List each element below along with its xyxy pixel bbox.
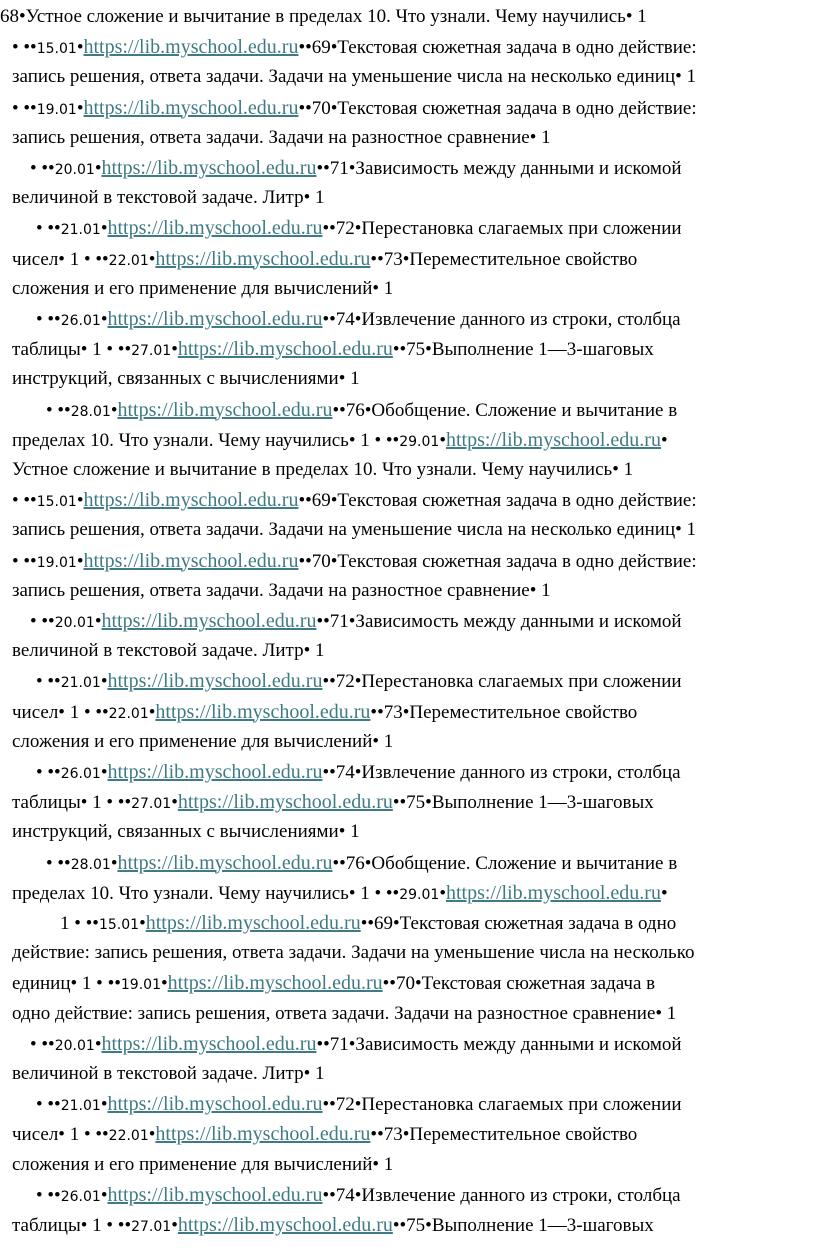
line-text: • xyxy=(171,1215,178,1236)
line-text: • xyxy=(76,97,84,119)
line-text: величиной в текстовой задаче. Литр• 1 xyxy=(12,640,325,662)
line-text: 1 • •• xyxy=(60,913,99,934)
text-line xyxy=(0,727,816,757)
line-text: ••72•Перестановка слагаемых при сложении xyxy=(322,1094,682,1116)
text-line xyxy=(0,576,816,606)
text-line xyxy=(0,636,816,666)
line-text: таблицы• 1 • •• xyxy=(12,1215,132,1236)
lesson-date: 15.01 xyxy=(98,917,140,933)
lesson-date: 26.01 xyxy=(60,1188,101,1205)
text-line xyxy=(0,1059,816,1089)
line-text: чисел• 1 • •• xyxy=(12,701,109,723)
text-line xyxy=(0,546,816,576)
lesson-date: 22.01 xyxy=(108,252,149,269)
text-line xyxy=(0,697,816,727)
line-text: • xyxy=(110,852,118,874)
text-line xyxy=(0,878,816,908)
lesson-date: 19.01 xyxy=(36,101,77,118)
line-text: • xyxy=(100,1094,108,1116)
lesson-date: 29.01 xyxy=(399,433,440,450)
line-text: • xyxy=(100,309,108,330)
text-line xyxy=(0,244,816,274)
lesson-date: 21.01 xyxy=(60,1098,101,1115)
line-text: • xyxy=(100,218,108,240)
line-text: • xyxy=(148,248,156,270)
lesson-date: 28.01 xyxy=(70,403,111,420)
line-text: пределах 10. Что узнали. Чему научились• 1 • •• xyxy=(12,429,400,451)
line-text: • •• xyxy=(36,671,61,693)
line-text: сложения и его применение для вычислений• 1 xyxy=(12,277,394,299)
text-line xyxy=(0,606,816,636)
line-text: ••71•Зависимость между данными и искомой xyxy=(316,158,682,179)
line-text: • xyxy=(94,158,102,179)
line-text: инструкций, связанных с вычислениями• 1 xyxy=(12,368,360,390)
line-text: ••75•Выполнение 1—3-шаговых xyxy=(392,1215,654,1236)
line-text: таблицы• 1 • •• xyxy=(12,339,132,361)
resource-link[interactable]: https://lib.myschool.edu.ru xyxy=(177,791,393,814)
line-text: • •• xyxy=(12,550,37,572)
line-text: ••75•Выполнение 1—3-шаговых xyxy=(392,792,654,814)
resource-link[interactable]: https://lib.myschool.edu.ru xyxy=(107,1093,323,1116)
line-text: ••74•Извлечение данного из строки, столбца xyxy=(322,762,681,783)
resource-link[interactable]: https://lib.myschool.edu.ru xyxy=(155,247,371,270)
line-text: ••70•Текстовая сюжетная задача в xyxy=(382,973,656,995)
text-line xyxy=(0,395,816,425)
lesson-date: 20.01 xyxy=(54,162,95,178)
text-line xyxy=(0,32,816,62)
resource-link[interactable]: https://lib.myschool.edu.ru xyxy=(83,549,299,572)
line-text: чисел• 1 • •• xyxy=(12,1124,109,1146)
lesson-date: 29.01 xyxy=(399,886,440,903)
resource-link[interactable]: https://lib.myschool.edu.ru xyxy=(107,761,323,783)
resource-link[interactable]: https://lib.myschool.edu.ru xyxy=(107,670,323,693)
line-text: • •• xyxy=(46,399,71,421)
line-text: ••69•Текстовая сюжетная задача в одно действие: xyxy=(298,490,697,512)
line-text: • •• xyxy=(30,611,55,632)
text-line xyxy=(0,757,816,787)
line-text: величиной в текстовой задаче. Литр• 1 xyxy=(12,187,325,209)
line-text: • xyxy=(100,1184,108,1206)
line-text: • xyxy=(148,701,156,723)
line-text: • xyxy=(660,429,668,451)
lesson-date: 20.01 xyxy=(54,1037,95,1054)
text-line xyxy=(0,787,816,817)
text-line xyxy=(0,1210,816,1240)
resource-link[interactable]: https://lib.myschool.edu.ru xyxy=(101,157,317,179)
text-line xyxy=(0,93,816,123)
resource-link[interactable]: https://lib.myschool.edu.ru xyxy=(107,217,323,240)
line-text: чисел• 1 • •• xyxy=(12,248,109,270)
line-text: • xyxy=(100,671,108,693)
lesson-date: 22.01 xyxy=(108,705,149,722)
text-line xyxy=(0,1089,816,1119)
text-line xyxy=(0,183,816,213)
text-line xyxy=(0,1180,816,1210)
text-line xyxy=(0,485,816,515)
text-line xyxy=(0,515,816,545)
text-line xyxy=(0,123,816,153)
resource-link[interactable]: https://lib.myschool.edu.ru xyxy=(83,489,299,512)
resource-link[interactable]: https://lib.myschool.edu.ru xyxy=(117,398,333,421)
line-text: запись решения, ответа задачи. Задачи на разностное сравнение• 1 xyxy=(12,579,551,601)
line-text: • xyxy=(94,1033,102,1055)
line-text: ••70•Текстовая сюжетная задача в одно действие: xyxy=(298,550,697,572)
text-line xyxy=(0,1150,816,1180)
text-line xyxy=(0,425,816,455)
lesson-date: 27.01 xyxy=(131,796,172,813)
resource-link[interactable]: https://lib.myschool.edu.ru xyxy=(101,610,317,632)
line-text: • xyxy=(439,882,446,904)
line-text: ••73•Переместительное свойство xyxy=(370,701,638,723)
text-line xyxy=(0,364,816,394)
resource-link[interactable]: https://lib.myschool.edu.ru xyxy=(107,308,323,330)
line-text: • •• xyxy=(36,218,61,240)
text-line xyxy=(0,2,816,32)
line-text: ••73•Переместительное свойство xyxy=(370,1124,638,1146)
text-line xyxy=(0,213,816,243)
line-text: ••72•Перестановка слагаемых при сложении xyxy=(322,671,682,693)
text-line xyxy=(0,817,816,847)
line-text: • xyxy=(160,973,168,995)
line-text: ••76•Обобщение. Сложение и вычитание в xyxy=(332,399,678,421)
lesson-date: 27.01 xyxy=(131,1219,172,1235)
text-line xyxy=(0,1029,816,1059)
text-line xyxy=(0,62,816,92)
resource-link[interactable]: https://lib.myschool.edu.ru xyxy=(167,972,383,995)
line-text: • •• xyxy=(36,1184,61,1206)
line-text: • •• xyxy=(30,158,55,179)
text-line xyxy=(0,848,816,878)
line-text: ••74•Извлечение данного из строки, столбца xyxy=(322,309,681,330)
line-text: ••73•Переместительное свойство xyxy=(370,248,638,270)
line-text: запись решения, ответа задачи. Задачи на уменьшение числа на несколько единиц• 1 xyxy=(12,519,697,541)
resource-link[interactable]: https://lib.myschool.edu.ru xyxy=(101,1032,317,1055)
text-line xyxy=(0,938,816,968)
line-text: • xyxy=(100,762,108,783)
line-text: • •• xyxy=(36,1094,61,1116)
lesson-date: 21.01 xyxy=(60,675,101,692)
lesson-date: 15.01 xyxy=(36,494,77,511)
lesson-date: 15.01 xyxy=(36,41,77,58)
line-text: • xyxy=(139,913,146,934)
lesson-date: 27.01 xyxy=(131,343,172,360)
lesson-date: 20.01 xyxy=(54,615,95,631)
text-line xyxy=(0,153,816,183)
resource-link[interactable]: https://lib.myschool.edu.ru xyxy=(83,96,299,119)
line-text: величиной в текстовой задаче. Литр• 1 xyxy=(12,1063,325,1084)
resource-link[interactable]: https://lib.myschool.edu.ru xyxy=(445,881,661,904)
line-text: • •• xyxy=(46,852,71,874)
lesson-date: 19.01 xyxy=(36,554,77,571)
lesson-date: 26.01 xyxy=(60,766,101,782)
line-text: ••76•Обобщение. Сложение и вычитание в xyxy=(332,852,678,874)
text-line xyxy=(0,334,816,364)
line-text: • xyxy=(660,882,668,904)
line-text: • •• xyxy=(12,37,37,59)
text-line xyxy=(0,908,816,938)
line-text: сложения и его применение для вычислений• 1 xyxy=(12,730,394,752)
line-text: запись решения, ответа задачи. Задачи на разностное сравнение• 1 xyxy=(12,126,551,148)
line-text: ••75•Выполнение 1—3-шаговых xyxy=(392,339,654,361)
line-text: • •• xyxy=(30,1033,55,1055)
line-text: • xyxy=(148,1124,156,1146)
line-text: действие: запись решения, ответа задачи. Задачи на уменьшение числа на несколько xyxy=(12,942,695,964)
line-text: ••74•Извлечение данного из строки, столбца xyxy=(322,1184,681,1206)
line-text: ••69•Текстовая сюжетная задача в одно действие: xyxy=(298,37,697,59)
line-text: • •• xyxy=(12,97,37,119)
line-text: • xyxy=(110,399,118,421)
line-text: • xyxy=(76,37,84,59)
line-text: одно действие: запись решения, ответа задачи. Задачи на разностное сравнение• 1 xyxy=(12,1002,677,1024)
lesson-date: 19.01 xyxy=(120,977,161,994)
resource-link[interactable]: https://lib.myschool.edu.ru xyxy=(445,428,661,451)
line-text: • xyxy=(439,429,446,451)
line-text: запись решения, ответа задачи. Задачи на уменьшение числа на несколько единиц• 1 xyxy=(12,66,697,88)
line-text: • •• xyxy=(12,490,37,512)
lesson-date: 22.01 xyxy=(108,1128,149,1145)
resource-link[interactable]: https://lib.myschool.edu.ru xyxy=(177,1214,393,1236)
resource-link[interactable]: https://lib.myschool.edu.ru xyxy=(145,912,361,934)
line-text: таблицы• 1 • •• xyxy=(12,792,132,814)
line-text: • xyxy=(171,339,178,361)
line-text: пределах 10. Что узнали. Чему научились• 1 • •• xyxy=(12,882,400,904)
resource-link[interactable]: https://lib.myschool.edu.ru xyxy=(155,1123,371,1146)
line-text: • xyxy=(94,611,102,632)
line-text: • xyxy=(171,792,178,814)
line-text: • xyxy=(76,490,84,512)
lesson-date: 26.01 xyxy=(60,313,101,329)
line-text: ••71•Зависимость между данными и искомой xyxy=(316,611,682,632)
line-text: • xyxy=(76,550,84,572)
resource-link[interactable]: https://lib.myschool.edu.ru xyxy=(117,851,333,874)
resource-link[interactable]: https://lib.myschool.edu.ru xyxy=(83,36,299,59)
line-text: ••72•Перестановка слагаемых при сложении xyxy=(322,218,682,240)
line-text: • •• xyxy=(36,309,61,330)
text-line xyxy=(0,666,816,696)
line-text: ••71•Зависимость между данными и искомой xyxy=(316,1033,682,1055)
line-text: инструкций, связанных с вычислениями• 1 xyxy=(12,821,360,843)
resource-link[interactable]: https://lib.myschool.edu.ru xyxy=(155,700,371,723)
line-text: единиц• 1 • •• xyxy=(12,973,121,995)
line-text: ••70•Текстовая сюжетная задача в одно действие: xyxy=(298,97,697,119)
line-text: Устное сложение и вычитание в пределах 10. Что узнали. Чему научились• 1 xyxy=(12,459,634,480)
lesson-date: 21.01 xyxy=(60,222,101,239)
text-line xyxy=(0,968,816,998)
text-line xyxy=(0,999,816,1029)
text-line xyxy=(0,455,816,485)
line-text: сложения и его применение для вычислений• 1 xyxy=(12,1153,394,1175)
resource-link[interactable]: https://lib.myschool.edu.ru xyxy=(177,338,393,361)
text-line xyxy=(0,274,816,304)
resource-link[interactable]: https://lib.myschool.edu.ru xyxy=(107,1183,323,1206)
text-line xyxy=(0,1119,816,1149)
line-text: • •• xyxy=(36,762,61,783)
line-text: ••69•Текстовая сюжетная задача в одно xyxy=(360,913,677,934)
line-text: 68•Устное сложение и вычитание в пределах 10. Что узнали. Чему научились• 1 xyxy=(0,6,647,27)
text-line xyxy=(0,304,816,334)
lesson-date: 28.01 xyxy=(70,856,111,873)
